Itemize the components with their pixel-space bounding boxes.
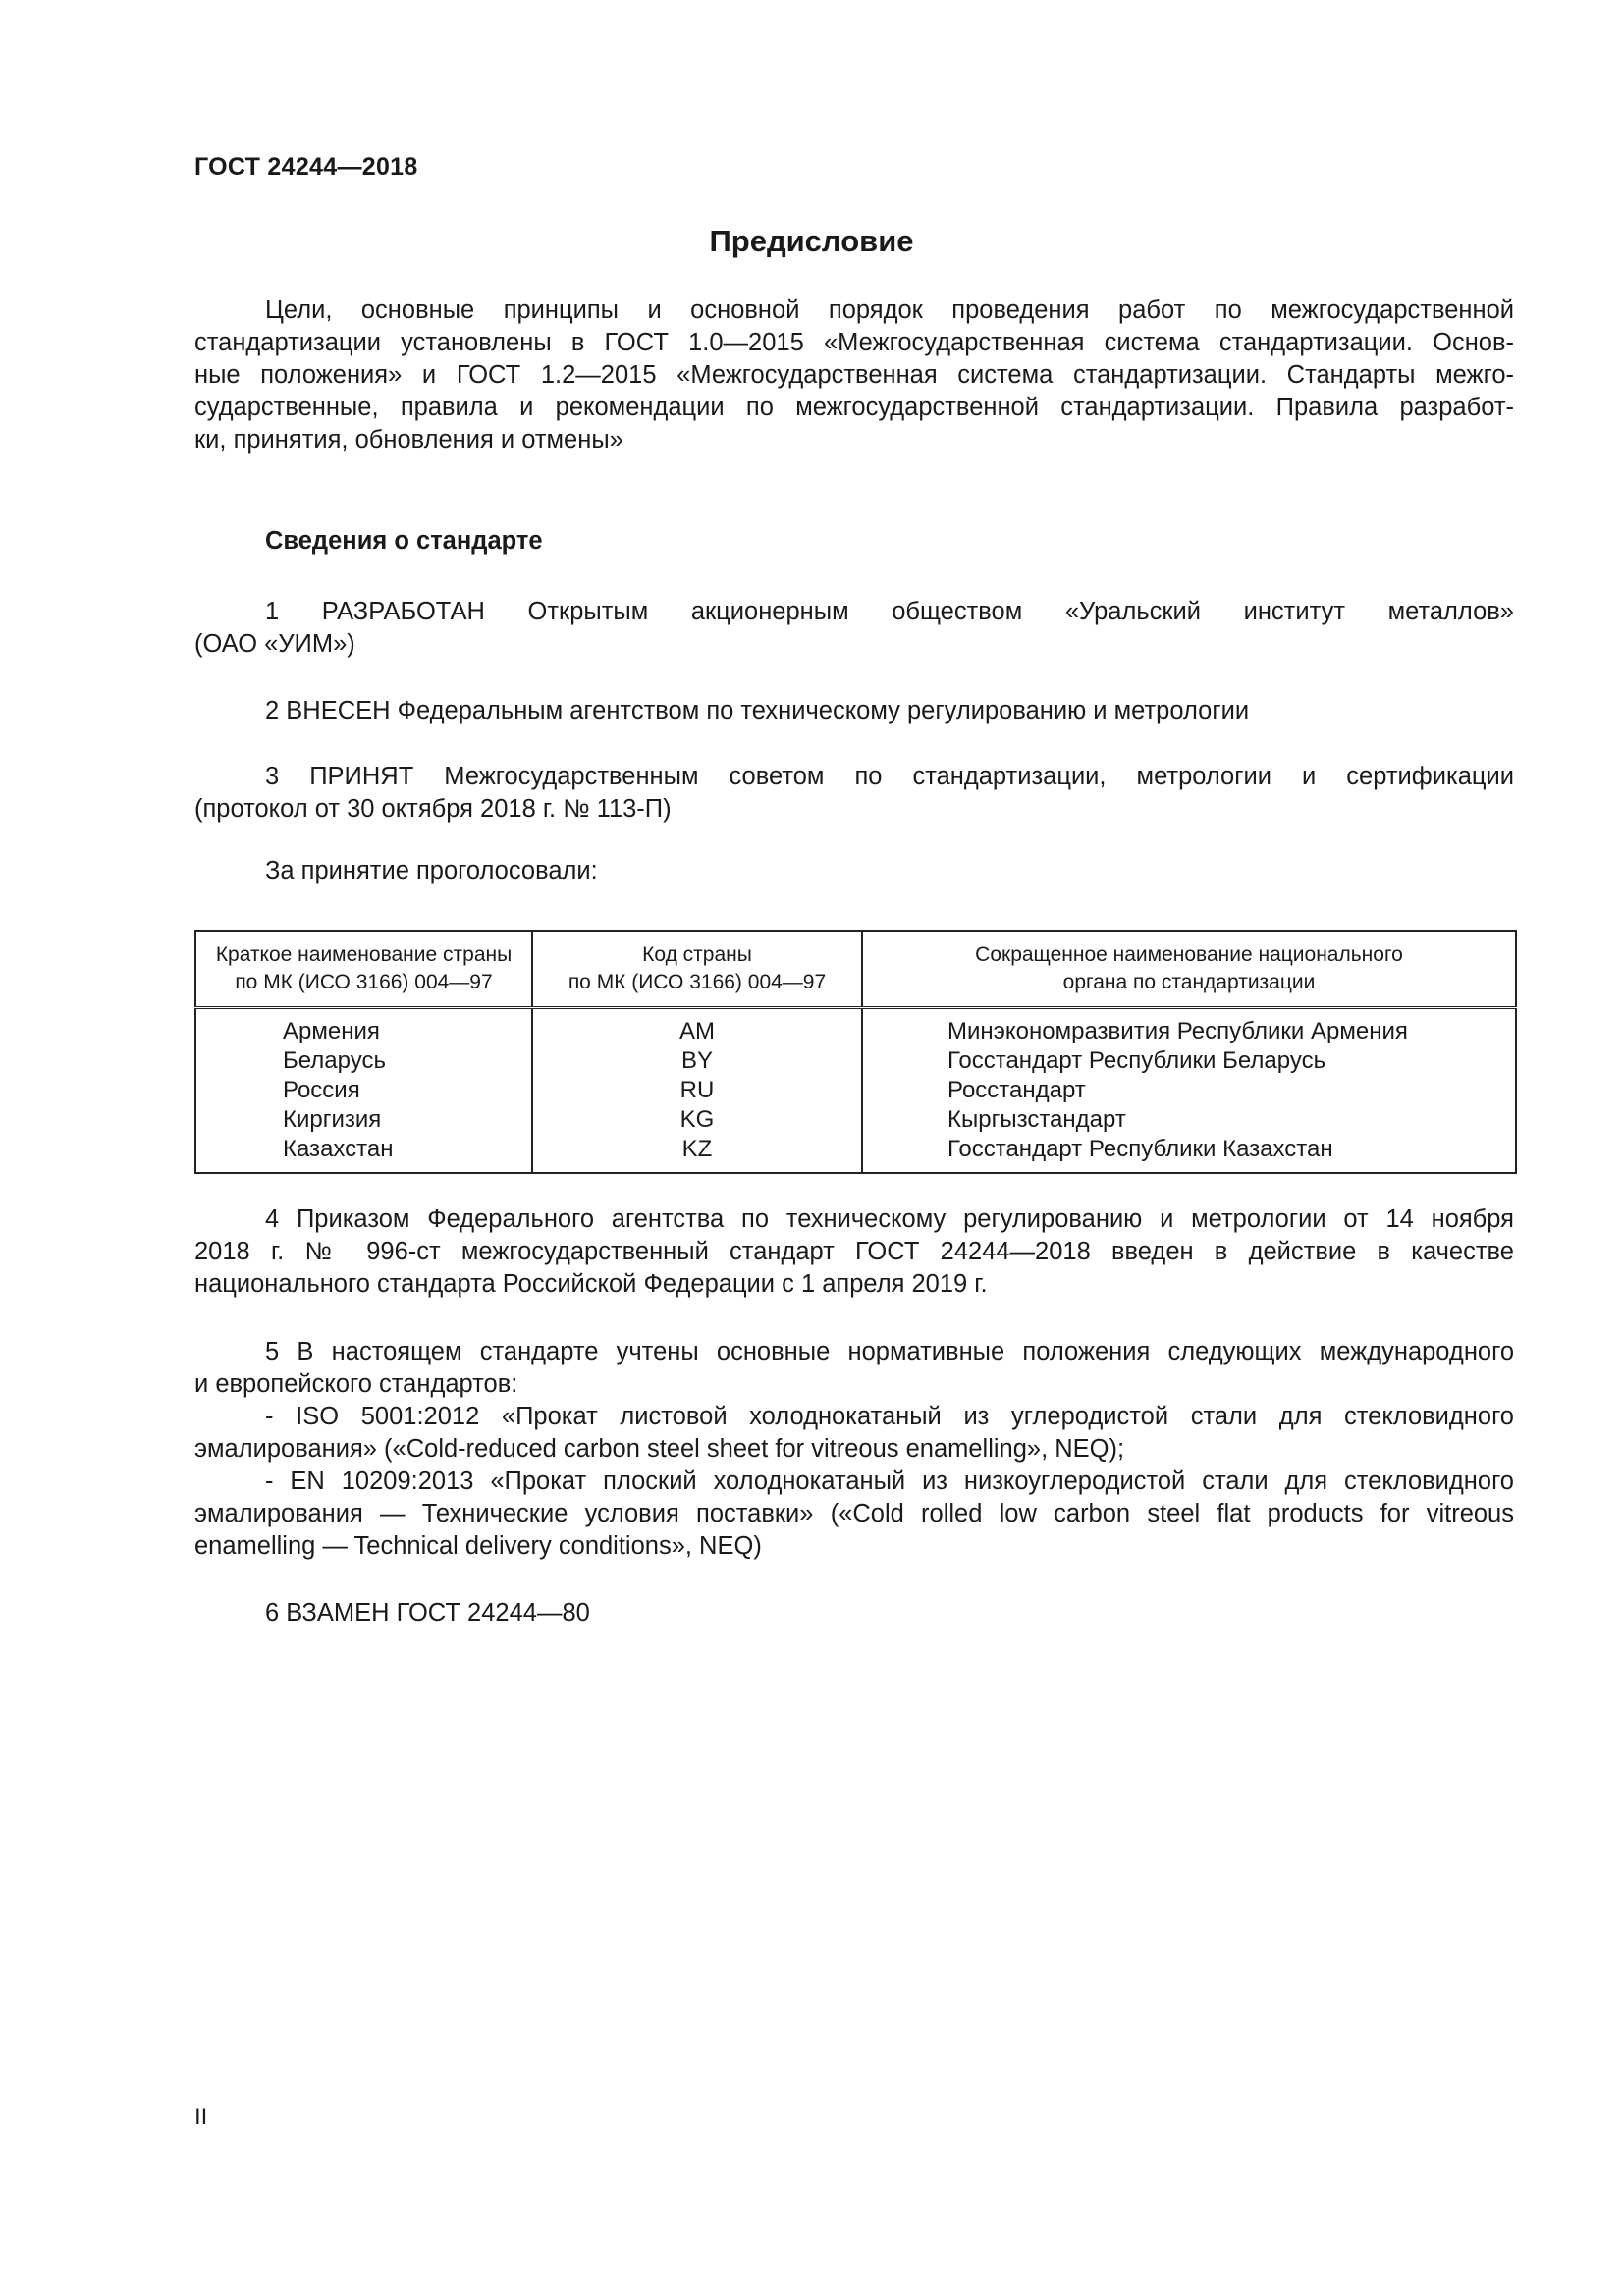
item-line: 2 ВНЕСЕН Федеральным агентством по техническому регулированию и метрологии	[265, 697, 1250, 724]
vote-intro: За принятие проголосовали:	[265, 857, 598, 884]
column-header-organization: Сокращенное наименование национального органа по стандартизации	[862, 931, 1516, 1008]
item-developed	[194, 596, 1514, 661]
intro-line: ки, принятия, обновления и отмены»	[194, 426, 623, 454]
member-states-table	[194, 930, 1517, 1174]
item-submitted	[194, 695, 1514, 727]
intro-line: ные положения» и ГОСТ 1.2—2015 «Межгосударственная система стандартизации. Стандарты межго-	[194, 361, 1514, 389]
item-line: (ОАО «УИМ»)	[194, 630, 355, 658]
page-title: Предисловие	[709, 224, 914, 258]
intro-line: сударственные, правила и рекомендации по межгосударственной стандартизации. Правила разработ-	[194, 394, 1514, 421]
item-line: 4 Приказом Федерального агентства по техническому регулированию и метрологии от 14 ноября	[265, 1205, 1514, 1233]
country-codes-cell	[532, 1008, 862, 1174]
item-line: 1 РАЗРАБОТАН Открытым акционерным обществом «Уральский институт металлов»	[265, 598, 1514, 625]
item-line: 3 ПРИНЯТ Межгосударственным советом по стандартизации, метрологии и сертификации	[265, 763, 1514, 790]
document-header-standard-id: ГОСТ 24244—2018	[194, 153, 418, 181]
page-number: II	[194, 2104, 208, 2130]
intro-line: стандартизации установлены в ГОСТ 1.0—2015 «Межгосударственная система стандартизации. Основ-	[194, 329, 1514, 356]
organization-name: Росстандарт	[947, 1077, 1086, 1103]
item-references	[194, 1336, 1514, 1563]
country-code: AM	[679, 1018, 715, 1044]
country-name: Россия	[283, 1077, 360, 1103]
column-header-code: Код страны по МК (ИСО 3166) 004—97	[532, 931, 862, 1008]
country-name: Армения	[283, 1018, 380, 1044]
reference-iso: - ISO 5001:2012 «Прокат листовой холоднокатаный из углеродистой стали для стекловидного	[265, 1403, 1514, 1430]
section-heading: Сведения о стандарте	[265, 527, 543, 555]
country-code: RU	[679, 1077, 715, 1103]
item-line: 5 В настоящем стандарте учтены основные нормативные положения следующих международного	[265, 1338, 1514, 1365]
item-replaces	[194, 1597, 1514, 1629]
intro-paragraph	[194, 294, 1514, 456]
reference-en: enamelling — Technical delivery conditions», NEQ)	[194, 1532, 762, 1560]
table-header-row	[195, 931, 1516, 1008]
item-line: (протокол от 30 октября 2018 г. № 113-П)	[194, 795, 672, 823]
item-line: национального стандарта Российской Федерации с 1 апреля 2019 г.	[194, 1270, 988, 1298]
reference-en: - EN 10209:2013 «Прокат плоский холоднокатаный из низкоуглеродистой стали для стекловидного	[265, 1468, 1514, 1495]
intro-line: Цели, основные принципы и основной порядок проведения работ по межгосударственной	[265, 296, 1514, 324]
organization-name: Госстандарт Республики Казахстан	[947, 1136, 1333, 1162]
organization-name: Госстандарт Республики Беларусь	[947, 1047, 1326, 1074]
item-enacted	[194, 1203, 1514, 1301]
table-row	[195, 1008, 1516, 1174]
organizations-cell	[862, 1008, 1516, 1174]
organization-name: Кыргызстандарт	[947, 1106, 1126, 1133]
country-names-cell	[195, 1008, 532, 1174]
country-code: KZ	[681, 1136, 713, 1162]
country-code: KG	[679, 1106, 715, 1133]
country-name: Беларусь	[283, 1047, 386, 1074]
item-line: 6 ВЗАМЕН ГОСТ 24244—80	[265, 1599, 590, 1627]
country-code: BY	[680, 1047, 713, 1074]
organization-name: Минэкономразвития Республики Армения	[947, 1018, 1408, 1044]
item-line: 2018 г. № 996-ст межгосударственный стандарт ГОСТ 24244—2018 введен в действие в качестве	[194, 1238, 1514, 1265]
reference-iso: эмалирования» («Cold-reduced carbon steel sheet for vitreous enamelling», NEQ);	[194, 1435, 1125, 1463]
column-header-country: Краткое наименование страны по МК (ИСО 3166) 004—97	[195, 931, 532, 1008]
country-name: Казахстан	[283, 1136, 394, 1162]
reference-en: эмалирования — Технические условия поставки» («Cold rolled low carbon steel flat products for vitreous	[194, 1500, 1514, 1527]
item-line: и европейского стандартов:	[194, 1370, 518, 1398]
country-name: Киргизия	[283, 1106, 382, 1133]
item-adopted	[194, 761, 1514, 826]
